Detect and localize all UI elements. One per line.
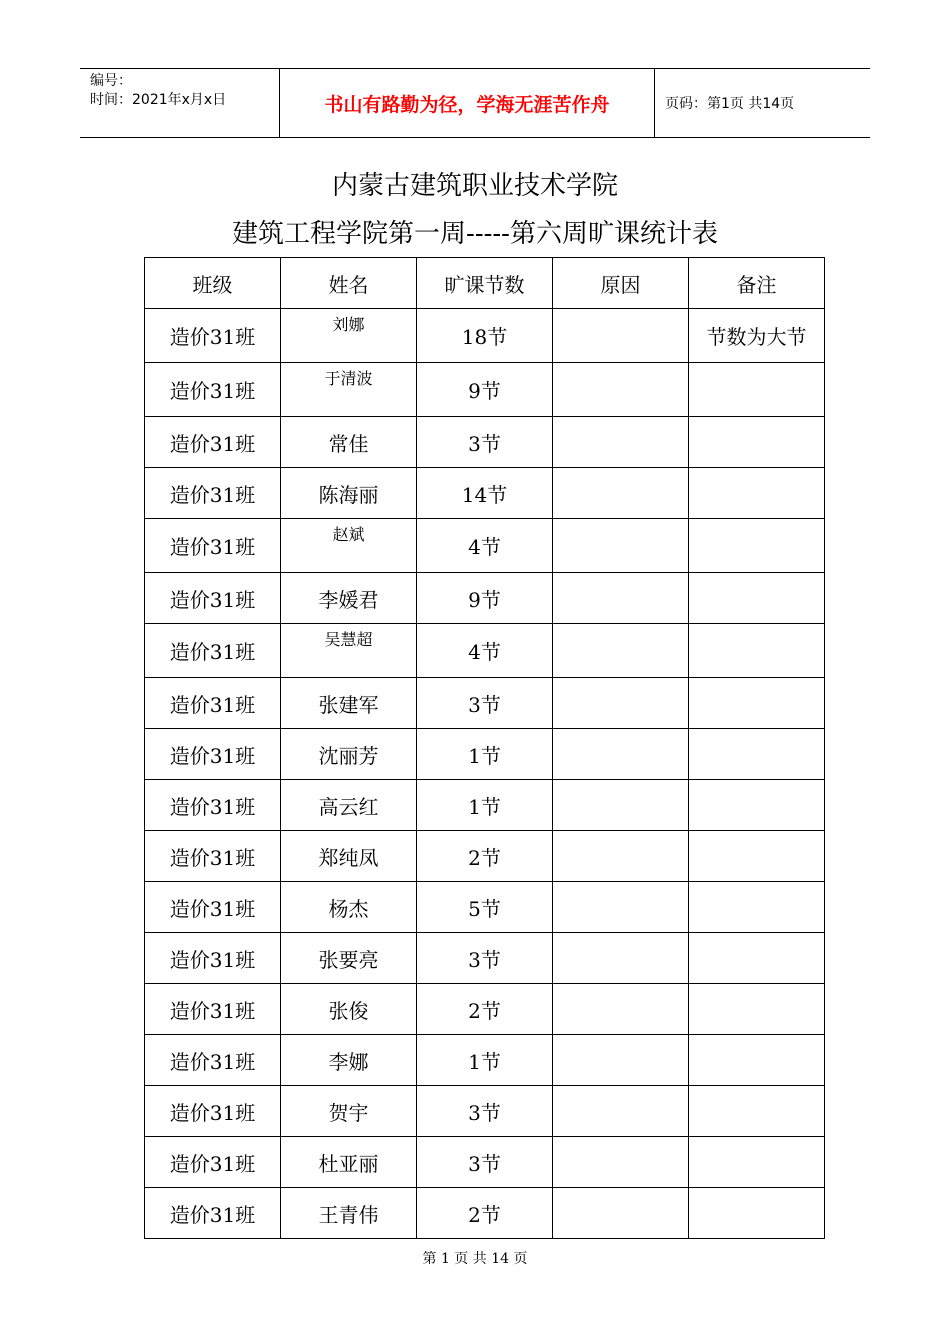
document-title: 内蒙古建筑职业技术学院 (331, 171, 618, 201)
reason-cell (553, 984, 689, 1035)
reason-cell (553, 468, 689, 519)
reason-cell (553, 363, 689, 417)
note-cell (689, 573, 825, 624)
table-row (145, 1086, 825, 1137)
class-cell: 造价31班 (145, 519, 281, 573)
note-cell (689, 363, 825, 417)
table-row (145, 363, 825, 417)
name-cell: 陈海丽 (281, 468, 417, 519)
count-cell: 18节 (417, 309, 553, 363)
name-cell: 王青伟 (281, 1188, 417, 1239)
document-subtitle: 建筑工程学院第一周-----第六周旷课统计表 (232, 219, 718, 249)
number-label: 编号： (90, 73, 132, 89)
reason-cell (553, 1035, 689, 1086)
note-cell (689, 729, 825, 780)
class-cell: 造价31班 (145, 678, 281, 729)
page-footer: 第 1 页 共 14 页 (422, 1251, 528, 1267)
reason-cell (553, 831, 689, 882)
count-cell: 9节 (417, 363, 553, 417)
table-row (145, 984, 825, 1035)
class-cell: 造价31班 (145, 1035, 281, 1086)
table-row (145, 933, 825, 984)
name-cell: 于清波 (281, 363, 417, 417)
reason-cell (553, 933, 689, 984)
class-cell: 造价31班 (145, 363, 281, 417)
header-meta (80, 69, 280, 137)
note-cell (689, 468, 825, 519)
name-cell: 张俊 (281, 984, 417, 1035)
class-cell: 造价31班 (145, 882, 281, 933)
note-cell (689, 780, 825, 831)
note-cell (689, 624, 825, 678)
class-cell: 造价31班 (145, 573, 281, 624)
class-cell: 造价31班 (145, 309, 281, 363)
time-label: 时间：2021年x月x日 (90, 92, 227, 108)
class-cell: 造价31班 (145, 780, 281, 831)
reason-cell (553, 573, 689, 624)
count-cell: 2节 (417, 984, 553, 1035)
name-cell: 吴慧超 (281, 624, 417, 678)
table-row (145, 519, 825, 573)
reason-cell (553, 624, 689, 678)
name-cell: 赵斌 (281, 519, 417, 573)
count-cell: 1节 (417, 1035, 553, 1086)
name-cell: 杨杰 (281, 882, 417, 933)
reason-cell (553, 519, 689, 573)
name-cell: 张要亮 (281, 933, 417, 984)
table-row (145, 624, 825, 678)
count-cell: 3节 (417, 417, 553, 468)
table-row (145, 573, 825, 624)
reason-cell (553, 309, 689, 363)
table-row (145, 417, 825, 468)
count-cell: 9节 (417, 573, 553, 624)
reason-cell (553, 417, 689, 468)
class-cell: 造价31班 (145, 468, 281, 519)
table-row (145, 1035, 825, 1086)
reason-cell (553, 729, 689, 780)
note-cell (689, 678, 825, 729)
name-cell: 沈丽芳 (281, 729, 417, 780)
count-cell: 2节 (417, 831, 553, 882)
name-cell: 李娜 (281, 1035, 417, 1086)
count-cell: 5节 (417, 882, 553, 933)
count-cell: 3节 (417, 1086, 553, 1137)
column-header-note: 备注 (689, 258, 825, 309)
count-cell: 14节 (417, 468, 553, 519)
class-cell: 造价31班 (145, 984, 281, 1035)
note-cell (689, 882, 825, 933)
column-header-class: 班级 (145, 258, 281, 309)
column-header-count: 旷课节数 (417, 258, 553, 309)
name-cell: 高云红 (281, 780, 417, 831)
reason-cell (553, 1137, 689, 1188)
table-row (145, 1188, 825, 1239)
reason-cell (553, 678, 689, 729)
table-row (145, 780, 825, 831)
absence-table (144, 257, 825, 1239)
table-row (145, 309, 825, 363)
table-row (145, 678, 825, 729)
table-row (145, 729, 825, 780)
name-cell: 刘娜 (281, 309, 417, 363)
class-cell: 造价31班 (145, 1188, 281, 1239)
table-row (145, 1137, 825, 1188)
count-cell: 4节 (417, 519, 553, 573)
note-cell (689, 984, 825, 1035)
class-cell: 造价31班 (145, 624, 281, 678)
name-cell: 郑纯凤 (281, 831, 417, 882)
reason-cell (553, 1086, 689, 1137)
class-cell: 造价31班 (145, 417, 281, 468)
count-cell: 1节 (417, 780, 553, 831)
note-cell (689, 1137, 825, 1188)
name-cell: 杜亚丽 (281, 1137, 417, 1188)
page-header (80, 68, 870, 138)
note-cell (689, 1086, 825, 1137)
table-body (145, 309, 825, 1239)
count-cell: 2节 (417, 1188, 553, 1239)
count-cell: 3节 (417, 1137, 553, 1188)
count-cell: 3节 (417, 678, 553, 729)
class-cell: 造价31班 (145, 933, 281, 984)
table-row (145, 882, 825, 933)
header-page-info: 页码：第1页 共14页 (665, 96, 795, 112)
class-cell: 造价31班 (145, 729, 281, 780)
count-cell: 4节 (417, 624, 553, 678)
reason-cell (553, 882, 689, 933)
class-cell: 造价31班 (145, 1086, 281, 1137)
note-cell (689, 831, 825, 882)
name-cell: 张建军 (281, 678, 417, 729)
table-row (145, 831, 825, 882)
reason-cell (553, 1188, 689, 1239)
note-cell (689, 933, 825, 984)
name-cell: 李媛君 (281, 573, 417, 624)
column-header-name: 姓名 (281, 258, 417, 309)
reason-cell (553, 780, 689, 831)
count-cell: 3节 (417, 933, 553, 984)
class-cell: 造价31班 (145, 1137, 281, 1188)
column-header-reason: 原因 (553, 258, 689, 309)
note-cell (689, 1188, 825, 1239)
count-cell: 1节 (417, 729, 553, 780)
header-motto: 书山有路勤为径，学海无涯苦作舟 (280, 69, 655, 137)
table-header-row (145, 258, 825, 309)
class-cell: 造价31班 (145, 831, 281, 882)
note-cell: 节数为大节 (689, 309, 825, 363)
name-cell: 常佳 (281, 417, 417, 468)
note-cell (689, 519, 825, 573)
note-cell (689, 1035, 825, 1086)
name-cell: 贺宇 (281, 1086, 417, 1137)
table-row (145, 468, 825, 519)
note-cell (689, 417, 825, 468)
